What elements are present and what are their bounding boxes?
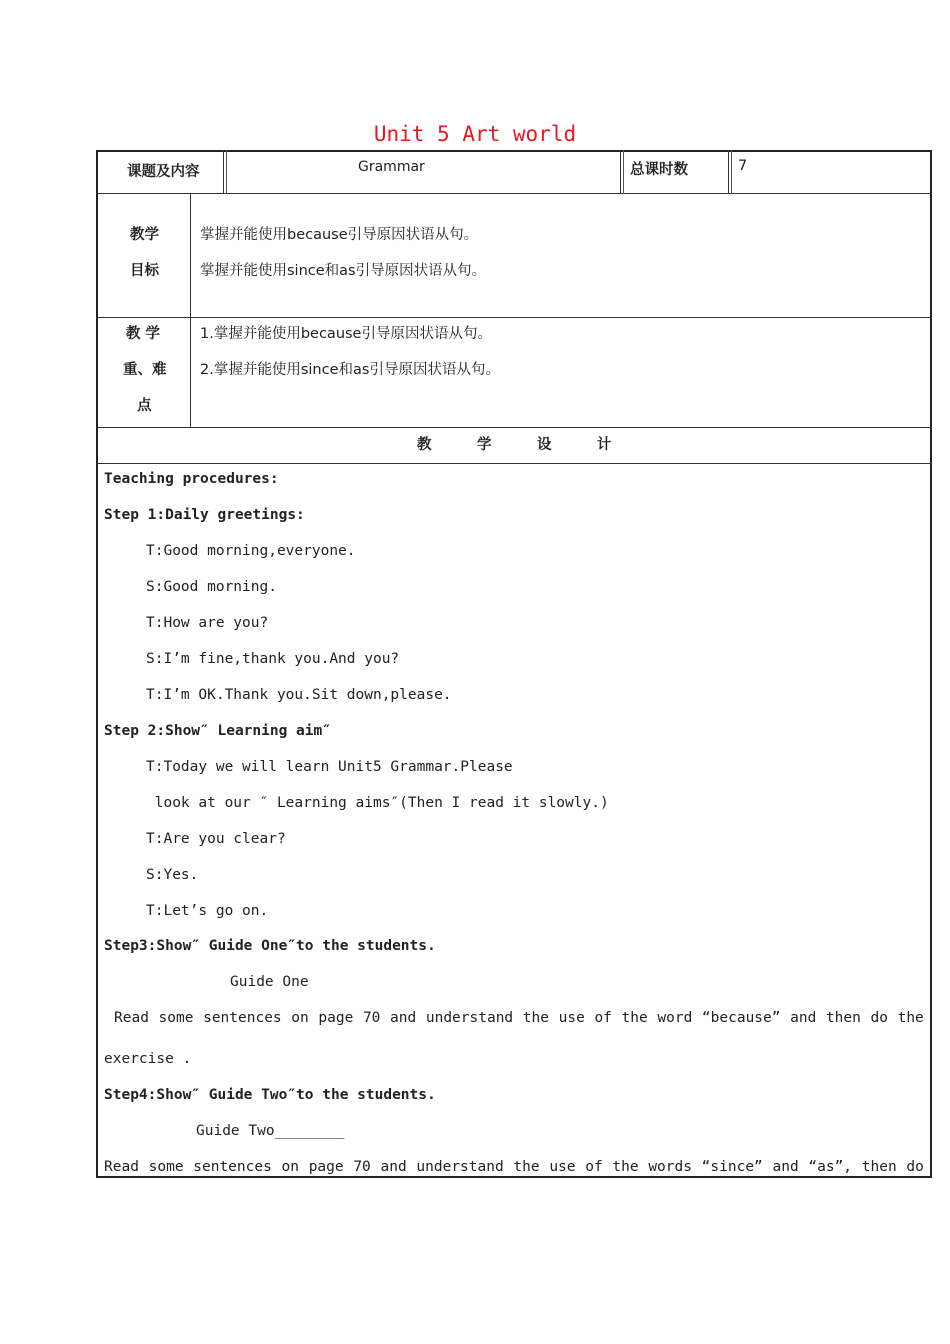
word: and bbox=[380, 1159, 407, 1175]
objective-item: 掌握并能使用because引导原因状语从句。 bbox=[200, 227, 479, 243]
procedures-heading: Teaching procedures: bbox=[104, 471, 279, 487]
col-divider bbox=[226, 150, 227, 194]
dialog-line: T:I’m OK.Thank you.Sit down,please. bbox=[146, 687, 452, 703]
dialog-line: look at our ″ Learning aims″(Then I read it slowly.) bbox=[146, 795, 609, 811]
word: and bbox=[772, 1159, 799, 1175]
word: and bbox=[390, 1010, 417, 1026]
design-header-char: 教 bbox=[417, 437, 432, 453]
objectives-label: 目标 bbox=[130, 263, 159, 279]
key-points-label: 点 bbox=[137, 398, 152, 414]
justified-line bbox=[104, 1010, 924, 1026]
row-divider bbox=[96, 427, 932, 428]
word: of bbox=[594, 1010, 612, 1026]
word: use bbox=[549, 1159, 576, 1175]
row-divider bbox=[96, 193, 932, 194]
step-heading: Step 2:Show″ Learning aim″ bbox=[104, 723, 331, 739]
word: then bbox=[825, 1010, 861, 1026]
guide-text: exercise . bbox=[104, 1051, 192, 1067]
dialog-line: T:Today we will learn Unit5 Grammar.Please bbox=[146, 759, 513, 775]
word: understand bbox=[425, 1010, 514, 1026]
word: “because” bbox=[701, 1010, 781, 1026]
word: 70 bbox=[362, 1010, 381, 1026]
word: “since” bbox=[701, 1159, 763, 1175]
col-divider bbox=[190, 193, 191, 428]
col-divider bbox=[728, 150, 729, 194]
word: do bbox=[906, 1159, 924, 1175]
word: Read bbox=[104, 1159, 139, 1175]
word: some bbox=[148, 1159, 184, 1175]
design-header-char: 计 bbox=[597, 437, 612, 453]
word: some bbox=[158, 1010, 194, 1026]
hours-label: 总课时数 bbox=[630, 162, 688, 178]
key-point-item: 1.掌握并能使用because引导原因状语从句。 bbox=[200, 326, 492, 342]
step-heading: Step 1:Daily greetings: bbox=[104, 507, 305, 523]
guide-title: Guide One bbox=[230, 974, 309, 990]
dialog-line: T:How are you? bbox=[146, 615, 269, 631]
word: sentences bbox=[193, 1159, 272, 1175]
step-heading: Step3:Show″ Guide One″to the students. bbox=[104, 938, 436, 954]
design-header-char: 学 bbox=[477, 437, 492, 453]
col-divider bbox=[223, 150, 224, 194]
word: words bbox=[648, 1159, 692, 1175]
design-header-char: 设 bbox=[537, 437, 552, 453]
dialog-line: T:Good morning,everyone. bbox=[146, 543, 356, 559]
word: of bbox=[585, 1159, 603, 1175]
word: on bbox=[291, 1010, 309, 1026]
objectives-label: 教学 bbox=[130, 227, 159, 243]
word: the bbox=[522, 1010, 549, 1026]
word: use bbox=[558, 1010, 585, 1026]
hours-value: 7 bbox=[738, 158, 748, 174]
word: word bbox=[657, 1010, 693, 1026]
word: the bbox=[513, 1159, 540, 1175]
step-heading: Step4:Show″ Guide Two″to the students. bbox=[104, 1087, 436, 1103]
row-divider bbox=[96, 463, 932, 464]
word: 70 bbox=[353, 1159, 371, 1175]
word: “as”, bbox=[808, 1159, 853, 1175]
key-points-label: 重、难 bbox=[123, 362, 167, 378]
topic-label: 课题及内容 bbox=[127, 164, 200, 180]
word: and bbox=[790, 1010, 817, 1026]
word: page bbox=[318, 1010, 354, 1026]
dialog-line: S:I’m fine,thank you.And you? bbox=[146, 651, 400, 667]
col-divider bbox=[620, 150, 621, 194]
dialog-line: T:Are you clear? bbox=[146, 831, 286, 847]
word: sentences bbox=[203, 1010, 282, 1026]
objective-item: 掌握并能使用since和as引导原因状语从句。 bbox=[200, 263, 487, 279]
word: on bbox=[281, 1159, 299, 1175]
word: do bbox=[870, 1010, 888, 1026]
dialog-line: S:Good morning. bbox=[146, 579, 277, 595]
word: the bbox=[897, 1010, 924, 1026]
justified-line bbox=[104, 1159, 924, 1175]
page-title: Unit 5 Art world bbox=[373, 122, 577, 146]
key-points-label: 教 学 bbox=[126, 326, 161, 342]
col-divider bbox=[731, 150, 732, 194]
dialog-line: S:Yes. bbox=[146, 867, 199, 883]
row-divider bbox=[96, 317, 932, 318]
col-divider bbox=[623, 150, 624, 194]
word: page bbox=[308, 1159, 344, 1175]
topic-value: Grammar bbox=[358, 159, 425, 175]
word: then bbox=[861, 1159, 897, 1175]
word: the bbox=[612, 1159, 639, 1175]
guide-title: Guide Two________ bbox=[196, 1123, 345, 1139]
word: understand bbox=[416, 1159, 504, 1175]
word: the bbox=[621, 1010, 648, 1026]
word: Read bbox=[114, 1010, 149, 1026]
key-point-item: 2.掌握并能使用since和as引导原因状语从句。 bbox=[200, 362, 500, 378]
dialog-line: T:Let’s go on. bbox=[146, 903, 269, 919]
